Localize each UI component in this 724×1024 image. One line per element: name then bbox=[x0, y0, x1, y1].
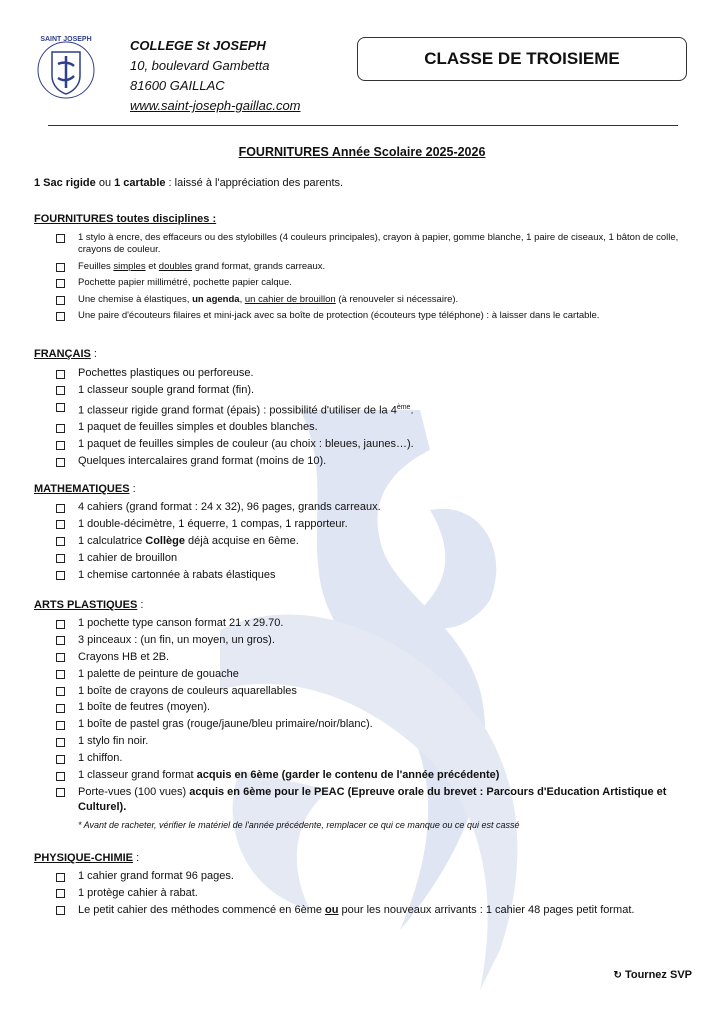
checkbox-icon[interactable] bbox=[56, 653, 65, 662]
checkbox-icon[interactable] bbox=[56, 263, 65, 272]
address-line-1: 10, boulevard Gambetta bbox=[130, 58, 270, 73]
item-text: 1 classeur souple grand format (fin). bbox=[78, 383, 255, 396]
item-text: 1 classeur rigide grand format (épais) : possibilité d'utiliser de la 4 bbox=[78, 404, 397, 417]
checkbox-icon[interactable] bbox=[56, 424, 65, 433]
item-text: Pochettes plastiques ou perforeuse. bbox=[78, 367, 254, 379]
checkbox-icon[interactable] bbox=[56, 721, 65, 730]
intro-bag: 1 Sac rigide bbox=[34, 177, 96, 189]
checkbox-icon[interactable] bbox=[56, 873, 65, 882]
list-item bbox=[56, 261, 696, 273]
list-item bbox=[56, 437, 696, 453]
checkbox-icon[interactable] bbox=[56, 755, 65, 764]
checkbox-icon[interactable] bbox=[56, 704, 65, 713]
item-text: Crayons HB et 2B. bbox=[78, 650, 170, 663]
list-item bbox=[56, 294, 696, 306]
section-heading-maths: MATHEMATIQUES : bbox=[34, 483, 136, 495]
item-text-bold: acquis en 6ème pour le PEAC (Epreuve orale du brevet : Parcours d'Education Artistique et Culturel). bbox=[78, 785, 667, 814]
list-item bbox=[56, 232, 696, 256]
item-text: Pochette papier millimétré, pochette papier calque. bbox=[78, 277, 292, 289]
intro-or: ou bbox=[95, 177, 115, 189]
item-text: 1 calculatrice bbox=[78, 534, 146, 547]
item-text: . bbox=[410, 404, 414, 417]
item-text: 1 cahier grand format 96 pages. bbox=[78, 870, 234, 882]
item-text: Porte-vues (100 vues) bbox=[78, 785, 190, 798]
checkbox-icon[interactable] bbox=[56, 636, 65, 645]
section-heading-francais: FRANÇAIS : bbox=[34, 348, 97, 360]
school-info bbox=[130, 36, 301, 116]
checkbox-icon[interactable] bbox=[56, 554, 65, 563]
item-text: 1 paquet de feuilles simples et doubles blanches. bbox=[78, 421, 318, 434]
item-text-underlined: doubles bbox=[158, 260, 193, 272]
list-item bbox=[56, 383, 696, 399]
checkbox-icon[interactable] bbox=[56, 906, 65, 915]
checkbox-icon[interactable] bbox=[56, 738, 65, 747]
item-text: 1 double-décimètre, 1 équerre, 1 compas, 1 rapporteur. bbox=[78, 517, 348, 530]
intro-line bbox=[34, 177, 343, 189]
logo-text: SAINT JOSEPH bbox=[40, 36, 92, 43]
list-item bbox=[56, 616, 696, 632]
item-text: Une chemise à élastiques, bbox=[78, 293, 193, 305]
list-item bbox=[56, 768, 696, 784]
list-item bbox=[56, 751, 696, 767]
checkbox-icon[interactable] bbox=[56, 458, 65, 467]
item-text: 1 cahier de brouillon bbox=[78, 551, 178, 564]
item-superscript: ème bbox=[396, 403, 411, 411]
list-item bbox=[56, 420, 696, 436]
list-item bbox=[56, 500, 696, 516]
checkbox-icon[interactable] bbox=[56, 370, 65, 379]
item-text: 1 stylo fin noir. bbox=[78, 735, 149, 748]
checkbox-icon[interactable] bbox=[56, 441, 65, 450]
list-item bbox=[56, 684, 696, 700]
item-text: 1 pochette type canson format 21 x 29.70. bbox=[78, 617, 284, 629]
turn-page-text: Tournez SVP bbox=[624, 969, 692, 981]
item-text-bold: ou bbox=[325, 903, 339, 916]
checkbox-icon[interactable] bbox=[56, 403, 65, 412]
document-title: FOURNITURES Année Scolaire 2025-2026 bbox=[238, 145, 486, 159]
item-text: (à renouveler si nécessaire). bbox=[335, 293, 459, 305]
list-item bbox=[56, 517, 696, 533]
item-text: 1 protège cahier à rabat. bbox=[78, 886, 198, 899]
list-item bbox=[56, 551, 696, 567]
section-heading-arts: ARTS PLASTIQUES : bbox=[34, 599, 144, 611]
turn-page-icon: ↻ bbox=[613, 970, 622, 981]
item-text-underlined: simples bbox=[113, 260, 146, 272]
item-text: 1 boîte de feutres (moyen). bbox=[78, 701, 211, 714]
heading-arts-text: ARTS PLASTIQUES bbox=[34, 599, 138, 611]
item-text: 1 chemise cartonnée à rabats élastiques bbox=[78, 568, 276, 581]
item-text: Feuilles bbox=[78, 260, 114, 272]
list-item bbox=[56, 568, 696, 584]
list-item bbox=[56, 277, 696, 289]
heading-physique-text: PHYSIQUE-CHIMIE bbox=[34, 852, 134, 864]
checkbox-icon[interactable] bbox=[56, 312, 65, 321]
checkbox-icon[interactable] bbox=[56, 772, 65, 781]
checkbox-icon[interactable] bbox=[56, 386, 65, 395]
item-text: Une paire d'écouteurs filaires et mini-jack avec sa boîte de protection (écouteurs type téléphone) : à laisser dans le cartable. bbox=[78, 310, 600, 322]
checkbox-icon[interactable] bbox=[56, 571, 65, 580]
checkbox-icon[interactable] bbox=[56, 889, 65, 898]
list-item bbox=[56, 785, 696, 816]
heading-maths-text: MATHEMATIQUES bbox=[34, 483, 130, 495]
list-item bbox=[56, 869, 696, 885]
item-text: Le petit cahier des méthodes commencé en 6ème bbox=[78, 903, 326, 916]
list-physique bbox=[56, 869, 696, 920]
item-text: pour les nouveaux arrivants : 1 cahier 48 pages petit format. bbox=[338, 903, 635, 916]
list-item bbox=[56, 534, 696, 550]
intro-satchel: 1 cartable bbox=[114, 177, 166, 189]
item-text: 1 paquet de feuilles simples de couleur (au choix : bleues, jaunes…). bbox=[78, 438, 414, 451]
item-text-bold: un agenda bbox=[192, 293, 240, 305]
list-item bbox=[56, 454, 696, 470]
item-text: , bbox=[239, 293, 245, 305]
heading-general-text: FOURNITURES toutes disciplines : bbox=[34, 213, 217, 225]
list-item bbox=[56, 700, 696, 716]
checkbox-icon[interactable] bbox=[56, 537, 65, 546]
checkbox-icon[interactable] bbox=[56, 687, 65, 696]
list-item bbox=[56, 366, 696, 382]
list-item bbox=[56, 400, 696, 419]
section-heading-general bbox=[34, 213, 216, 225]
header-divider bbox=[48, 125, 678, 126]
arts-note: * Avant de racheter, vérifier le matériel de l'année précédente, remplacer ce qui ce manque ou ce qui est cassé bbox=[78, 820, 520, 830]
item-text: 1 classeur grand format bbox=[78, 769, 197, 782]
checkbox-icon[interactable] bbox=[56, 620, 65, 629]
item-text: 1 boîte de pastel gras (rouge/jaune/bleu primaire/noir/blanc). bbox=[78, 718, 373, 731]
item-text: grand format, grands carreaux. bbox=[192, 260, 326, 272]
item-text-bold: acquis en 6ème (garder le contenu de l'année précédente) bbox=[196, 769, 500, 782]
item-text: et bbox=[145, 260, 159, 272]
list-maths bbox=[56, 500, 696, 584]
checkbox-icon[interactable] bbox=[56, 788, 65, 797]
list-item bbox=[56, 667, 696, 683]
item-text: 4 cahiers (grand format : 24 x 32), 96 pages, grands carreaux. bbox=[78, 501, 381, 513]
list-arts bbox=[56, 616, 696, 817]
checkbox-icon[interactable] bbox=[56, 504, 65, 513]
list-item bbox=[56, 650, 696, 666]
website-link[interactable]: www.saint-joseph-gaillac.com bbox=[130, 98, 301, 113]
list-francais bbox=[56, 366, 696, 471]
item-text: Quelques intercalaires grand format (moins de 10). bbox=[78, 455, 327, 468]
list-general bbox=[56, 232, 696, 327]
school-logo bbox=[30, 32, 102, 104]
checkbox-icon[interactable] bbox=[56, 296, 65, 305]
turn-page-note bbox=[614, 969, 692, 981]
checkbox-icon[interactable] bbox=[56, 279, 65, 288]
list-item bbox=[56, 310, 696, 322]
checkbox-icon[interactable] bbox=[56, 234, 65, 243]
school-name: COLLEGE St JOSEPH bbox=[130, 38, 266, 53]
class-label-box bbox=[357, 37, 687, 81]
list-item bbox=[56, 633, 696, 649]
class-label: CLASSE DE TROISIEME bbox=[424, 49, 620, 68]
item-text-underlined: un cahier de brouillon bbox=[244, 293, 336, 305]
intro-rest: : laissé à l'appréciation des parents. bbox=[165, 177, 344, 189]
section-heading-physique: PHYSIQUE-CHIMIE : bbox=[34, 852, 140, 864]
address-line-2: 81600 GAILLAC bbox=[130, 78, 225, 93]
list-item bbox=[56, 903, 696, 919]
heading-francais-text: FRANÇAIS bbox=[34, 348, 91, 360]
item-text: 3 pinceaux : (un fin, un moyen, un gros). bbox=[78, 633, 275, 646]
item-text: 1 palette de peinture de gouache bbox=[78, 667, 239, 680]
checkbox-icon[interactable] bbox=[56, 670, 65, 679]
list-item bbox=[56, 886, 696, 902]
list-item bbox=[56, 717, 696, 733]
item-text: 1 boîte de crayons de couleurs aquarellables bbox=[78, 684, 297, 697]
list-item bbox=[56, 734, 696, 750]
checkbox-icon[interactable] bbox=[56, 520, 65, 529]
item-text-bold: Collège bbox=[145, 534, 185, 547]
item-text: 1 stylo à encre, des effaceurs ou des stylobilles (4 couleurs principales), crayon à papier, gomme blanche, 1 paire de ciseaux, 1 bâton de colle, crayons de couleur. bbox=[78, 232, 679, 256]
item-text: 1 chiffon. bbox=[78, 752, 123, 765]
item-text: déjà acquise en 6ème. bbox=[185, 534, 299, 547]
